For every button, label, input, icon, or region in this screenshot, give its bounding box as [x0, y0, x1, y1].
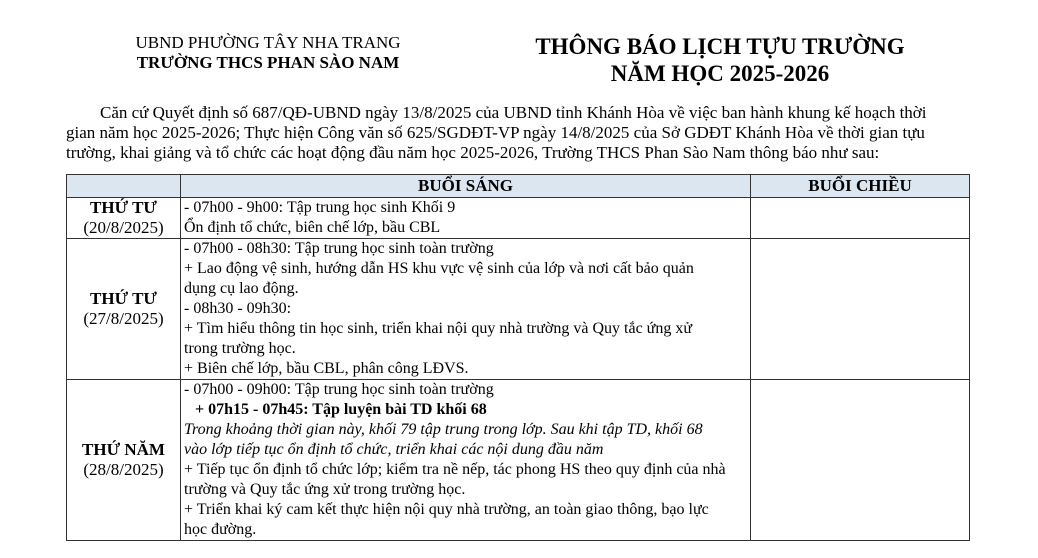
- afternoon-cell: [751, 239, 970, 380]
- intro-paragraph: [66, 103, 968, 163]
- schedule-line: trong trường học.: [184, 340, 296, 357]
- day-date: (28/8/2025): [83, 460, 164, 479]
- morning-cell: [181, 198, 751, 239]
- table-row: [67, 380, 970, 541]
- day-name: THỨ NĂM: [82, 440, 165, 459]
- day-cell: [67, 380, 181, 541]
- authority-name: UBND PHƯỜNG TÂY NHA TRANG: [135, 33, 401, 52]
- schedule-line: - 07h00 - 9h00: Tập trung học sinh Khối 9: [184, 199, 456, 216]
- day-name: THỨ TƯ: [90, 289, 157, 308]
- schedule-line: - 07h00 - 09h00: Tập trung học sinh toàn trường: [184, 381, 494, 398]
- schedule-line: + Tiếp tục ổn định tổ chức lớp; kiểm tra nề nếp, tác phong HS theo quy định của nhà: [184, 461, 726, 478]
- afternoon-cell: [751, 380, 970, 541]
- day-cell: [67, 239, 181, 380]
- schedule-table: [66, 174, 970, 541]
- intro-line: gian năm học 2025-2026; Thực hiện Công văn số 625/SGDĐT-VP ngày 14/8/2025 của Sở GDĐT Khánh Hòa về thời gian tựu: [66, 123, 925, 142]
- schedule-line-bold: + 07h15 - 07h45: Tập luyện bài TD khối 68: [195, 401, 487, 418]
- morning-cell: [181, 239, 751, 380]
- schedule-line: - 08h30 - 09h30:: [184, 300, 292, 317]
- schedule-note: vào lớp tiếp tục ổn định tổ chức, triển khai các nội dung đầu năm: [184, 441, 604, 458]
- schedule-line: + Lao động vệ sinh, hướng dẫn HS khu vực vệ sinh của lớp và nơi cất bảo quản: [184, 260, 694, 277]
- schedule-line: trường và Quy tắc ứng xử trong trường học.: [184, 481, 466, 498]
- table-header-row: [67, 175, 970, 198]
- schedule-note: Trong khoảng thời gian này, khối 79 tập trung trong lớp. Sau khi tập TD, khối 68: [184, 421, 703, 438]
- intro-line: Căn cứ Quyết định số 687/QĐ-UBND ngày 13/8/2025 của UBND tỉnh Khánh Hòa về việc ban hành khung kế hoạch thời: [100, 103, 927, 122]
- table-row: [67, 239, 970, 380]
- table-row: [67, 198, 970, 239]
- document-title: THÔNG BÁO LỊCH TỰU TRƯỜNG: [535, 34, 905, 59]
- schedule-line: - 07h00 - 08h30: Tập trung học sinh toàn trường: [184, 240, 494, 257]
- document-title-block: [500, 33, 940, 87]
- intro-line: trường, khai giảng và tổ chức các hoạt động đầu năm học 2025-2026, Trường THCS Phan Sào Nam thông báo như sau:: [66, 143, 880, 162]
- afternoon-cell: [751, 198, 970, 239]
- schedule-line: + Tìm hiểu thông tin học sinh, triển khai nội quy nhà trường và Quy tắc ứng xử: [184, 320, 693, 337]
- schedule-line: dụng cụ lao động.: [184, 280, 299, 297]
- schedule-line: + Triển khai ký cam kết thực hiện nội quy nhà trường, an toàn giao thông, bạo lực: [184, 501, 709, 518]
- day-date: (20/8/2025): [83, 218, 164, 237]
- day-cell: [67, 198, 181, 239]
- morning-cell: [181, 380, 751, 541]
- school-year: NĂM HỌC 2025-2026: [610, 61, 830, 86]
- school-name: TRƯỜNG THCS PHAN SÀO NAM: [136, 53, 400, 72]
- header-morning: BUỔI SÁNG: [181, 175, 751, 198]
- issuing-authority-block: [118, 33, 418, 73]
- header-afternoon: BUỔI CHIỀU: [751, 175, 970, 198]
- schedule-line: + Biên chế lớp, bầu CBL, phân công LĐVS.: [184, 360, 469, 377]
- day-name: THỨ TƯ: [90, 198, 157, 217]
- schedule-line: Ổn định tổ chức, biên chế lớp, bầu CBL: [184, 219, 441, 236]
- header-day: [67, 175, 181, 198]
- day-date: (27/8/2025): [83, 309, 164, 328]
- schedule-line: học đường.: [184, 521, 257, 538]
